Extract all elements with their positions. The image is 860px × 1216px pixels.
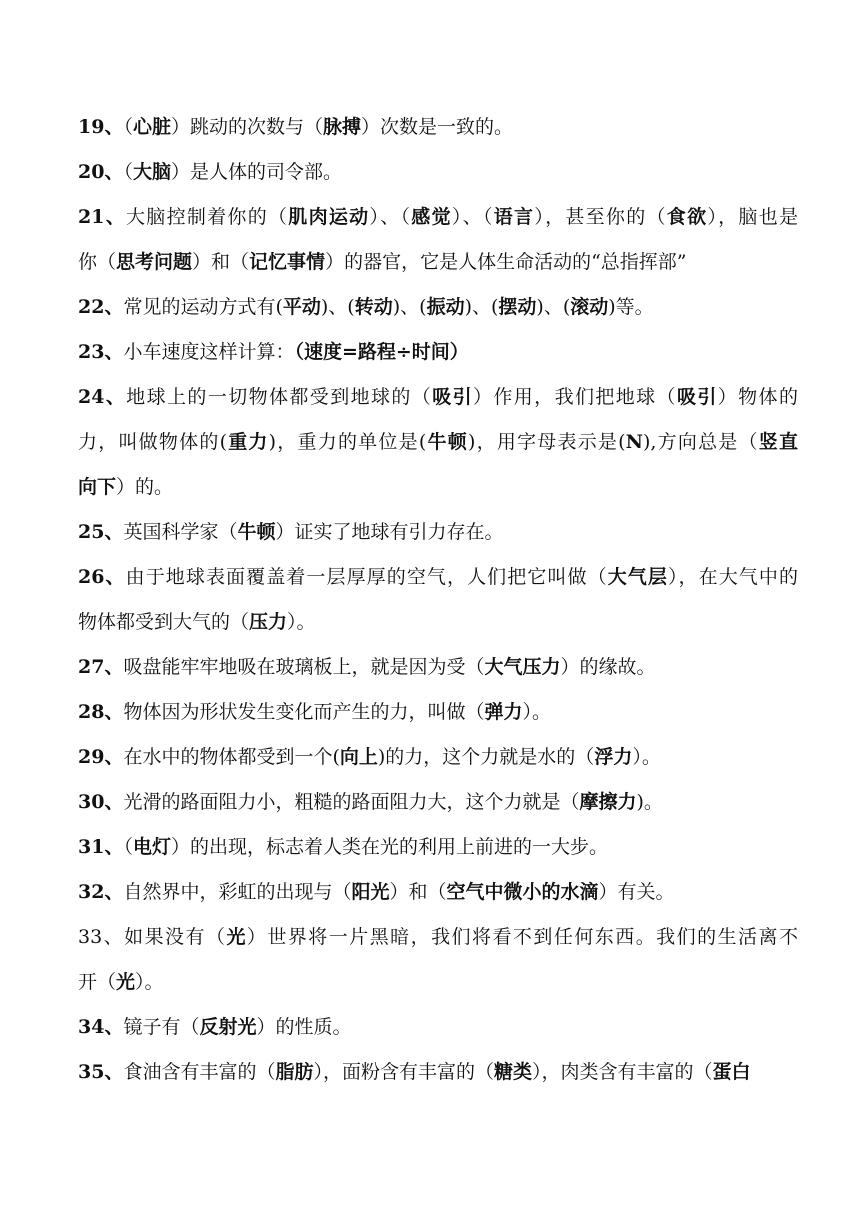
answer-text: 记忆事情: [249, 251, 326, 273]
question-text: ）的器官，它是人体生命活动的“总指挥部”: [325, 251, 687, 273]
question-text: )，用字母表示是(: [467, 431, 626, 453]
item-number: 24、: [78, 386, 127, 408]
text-line: [78, 157, 798, 187]
question-text: 自然界中，彩虹的出现与（: [123, 881, 352, 903]
answer-text: 心脏: [132, 116, 171, 138]
text-line: [78, 697, 798, 727]
question-text: ）。: [632, 746, 661, 768]
question-text: ）的性质。: [256, 1016, 352, 1038]
question-text: ）作用，我们把地球（: [472, 386, 677, 408]
answer-text: 滚动: [570, 296, 609, 318]
question-text: ）的。: [116, 476, 174, 498]
item-number: 30、: [78, 791, 124, 813]
answer-text: 摩擦力: [579, 791, 637, 813]
question-text: 英国科学家（: [123, 521, 238, 543]
item-number: 26、: [78, 566, 126, 588]
text-line: [78, 202, 798, 232]
text-line: [78, 922, 798, 952]
text-line: [78, 112, 798, 142]
answer-text: 蛋白: [712, 1061, 751, 1083]
question-text: 在水中的物体都受到一个(: [123, 746, 340, 768]
item-number: 25、: [78, 521, 124, 543]
question-text: 食油含有丰富的（: [123, 1061, 276, 1083]
item-number: 34、: [78, 1016, 124, 1038]
answer-text: 光: [226, 926, 247, 948]
text-line: [78, 562, 798, 592]
answer-text: 大气层: [607, 566, 668, 588]
answer-text: 脉搏: [323, 116, 362, 138]
text-line: [78, 247, 798, 277]
question-text: ）证实了地球有引力存在。: [275, 521, 504, 543]
question-text: ）和（: [389, 881, 447, 903]
item-number: 31、: [78, 836, 124, 858]
text-line: [78, 877, 798, 907]
answer-text: 阳光: [351, 881, 390, 903]
question-text: )等。: [608, 296, 654, 318]
question-text: ),方向总是（: [642, 431, 759, 453]
text-line: [78, 1012, 798, 1042]
question-text: 镜子有（: [123, 1016, 200, 1038]
question-text: )、(: [320, 296, 355, 318]
text-line: [78, 517, 798, 547]
question-text: ）、（: [369, 206, 412, 228]
answer-text: 肌肉运动: [288, 206, 370, 228]
answer-text: 弹力: [484, 701, 523, 723]
text-line: [78, 787, 798, 817]
question-text: 你（: [78, 251, 117, 273]
question-text: )，重力的单位是(: [268, 431, 427, 453]
text-line: [78, 1057, 798, 1087]
answer-text: 电灯: [132, 836, 171, 858]
question-text: 光滑的路面阻力小，粗糙的路面阻力大，这个力就是（: [123, 791, 580, 813]
question-text: )。: [636, 791, 663, 813]
question-text: 物体都受到大气的（: [78, 611, 250, 633]
question-text: ）和（: [192, 251, 250, 273]
question-text: ）、（: [451, 206, 494, 228]
item-number: 19、: [78, 116, 124, 138]
question-text: ）次数是一致的。: [361, 116, 514, 138]
question-text: ），甚至你的（: [534, 206, 667, 228]
answer-text: N: [625, 431, 643, 453]
question-text: ），脑也是: [707, 206, 798, 228]
question-text: （: [123, 836, 133, 858]
question-text: （: [123, 116, 133, 138]
answer-text: 牛顿: [426, 431, 468, 453]
question-text: ）。: [287, 611, 316, 633]
answer-text: 向下: [78, 476, 117, 498]
answer-text: （速度=路程÷时间）: [294, 341, 469, 363]
item-number: 29、: [78, 746, 124, 768]
question-text: ）有关。: [598, 881, 675, 903]
answer-text: 语言: [493, 206, 535, 228]
answer-text: 空气中微小的水滴: [446, 881, 599, 903]
question-text: 物体因为形状发生变化而产生的力，叫做（: [123, 701, 485, 723]
question-text: 力，叫做物体的(: [78, 431, 227, 453]
text-line: [78, 427, 798, 457]
item-number: 22、: [78, 296, 124, 318]
text-line: [78, 472, 798, 502]
answer-text: 竖直: [758, 431, 798, 453]
question-text: 33、: [78, 926, 125, 948]
answer-text: 大脑: [132, 161, 171, 183]
item-number: 28、: [78, 701, 124, 723]
answer-text: 脂肪: [275, 1061, 314, 1083]
answer-text: 思考问题: [116, 251, 193, 273]
text-line: [78, 742, 798, 772]
answer-text: 向上: [339, 746, 378, 768]
question-text: ）跳动的次数与（: [170, 116, 323, 138]
answer-text: 牛顿: [237, 521, 276, 543]
question-text: ），在大气中的: [667, 566, 798, 588]
text-line: [78, 832, 798, 862]
question-text: ）。: [522, 701, 551, 723]
answer-text: 压力: [249, 611, 288, 633]
question-text: ），面粉含有丰富的（: [313, 1061, 494, 1083]
text-line: [78, 967, 798, 997]
question-text: 如果没有（: [124, 926, 227, 948]
question-text: （: [123, 161, 133, 183]
question-text: ）。: [135, 971, 164, 993]
question-text: )的力，这个力就是水的（: [377, 746, 595, 768]
text-line: [78, 292, 798, 322]
question-text: 吸盘能牢牢地吸在玻璃板上，就是因为受（: [123, 656, 485, 678]
question-text: 小车速度这样计算：: [123, 341, 295, 363]
answer-text: 食欲: [666, 206, 708, 228]
question-text: 地球上的一切物体都受到地球的（: [126, 386, 433, 408]
question-text: ）的出现，标志着人类在光的利用上前进的一大步。: [170, 836, 608, 858]
question-text: 开（: [78, 971, 117, 993]
answer-text: 糖类: [494, 1061, 533, 1083]
question-text: ）物体的: [717, 386, 798, 408]
answer-text: 浮力: [594, 746, 633, 768]
answer-text: 摆动: [498, 296, 537, 318]
answer-text: 吸引: [676, 386, 718, 408]
item-number: 27、: [78, 656, 124, 678]
question-text: ）世界将一片黑暗，我们将看不到任何东西。我们的生活离不: [246, 926, 798, 948]
answer-text: 吸引: [432, 386, 473, 408]
question-text: )、(: [464, 296, 499, 318]
question-text: )、(: [392, 296, 427, 318]
text-line: [78, 652, 798, 682]
answer-text: 大气压力: [484, 656, 561, 678]
answer-text: 感觉: [411, 206, 452, 228]
answer-text: 反射光: [199, 1016, 257, 1038]
question-text: 大脑控制着你的（: [126, 206, 289, 228]
answer-text: 振动: [426, 296, 465, 318]
item-number: 21、: [78, 206, 127, 228]
answer-text: 转动: [354, 296, 393, 318]
text-line: [78, 337, 798, 367]
answer-text: 平动: [282, 296, 321, 318]
answer-text: 重力: [226, 431, 269, 453]
item-number: 32、: [78, 881, 124, 903]
item-number: 20、: [78, 161, 124, 183]
item-number: 23、: [78, 341, 124, 363]
text-line: [78, 607, 798, 637]
item-number: 35、: [78, 1061, 124, 1083]
question-text: )、(: [536, 296, 571, 318]
question-text: ）的缘故。: [560, 656, 656, 678]
question-text: ）是人体的司令部。: [170, 161, 342, 183]
question-text: 常见的运动方式有(: [123, 296, 283, 318]
answer-text: 光: [116, 971, 136, 993]
question-text: ），肉类含有丰富的（: [532, 1061, 713, 1083]
question-text: 由于地球表面覆盖着一层厚厚的空气，人们把它叫做（: [125, 566, 608, 588]
text-line: [78, 382, 798, 412]
